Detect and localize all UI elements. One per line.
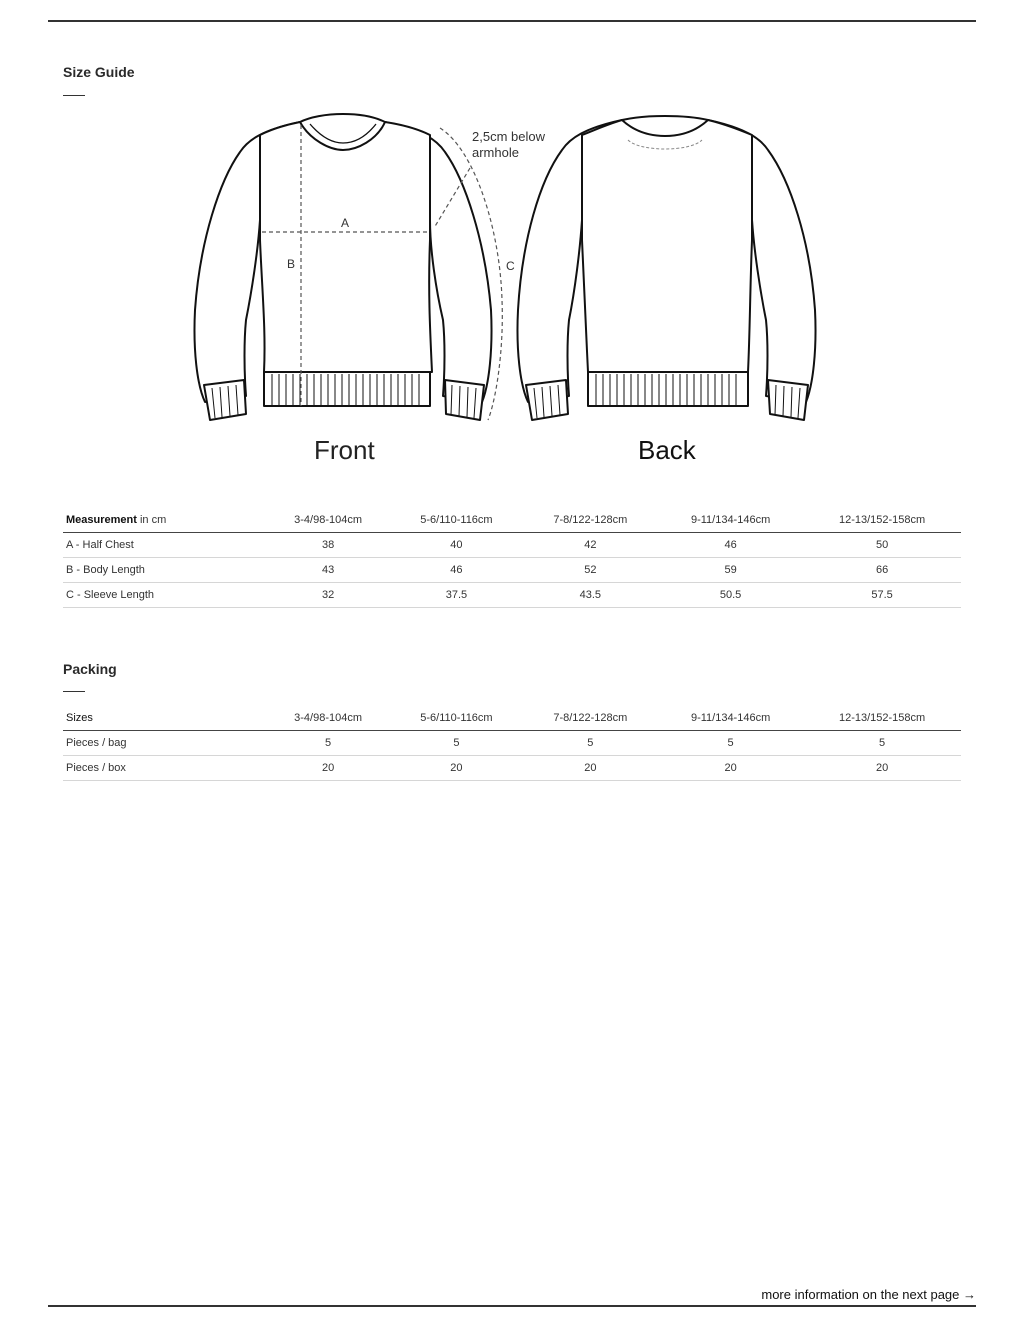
column-header: 3-4/98-104cm [266, 706, 390, 731]
top-rule [48, 20, 976, 22]
cell-value: 5 [266, 731, 390, 756]
measurement-header-row [63, 508, 961, 533]
cell-value: 43 [266, 558, 390, 583]
label-b: B [287, 257, 296, 271]
column-header: 9-11/134-146cm [658, 508, 803, 533]
cell-value: 66 [803, 558, 961, 583]
column-header: 7-8/122-128cm [523, 706, 658, 731]
column-header: 5-6/110-116cm [390, 706, 522, 731]
front-caption: Front [314, 435, 375, 465]
bottom-rule [48, 1305, 976, 1307]
packing-header-row [63, 706, 961, 731]
row-label: Pieces / bag [63, 731, 266, 756]
front-body [260, 122, 432, 372]
cell-value: 20 [390, 756, 522, 781]
row-label: C - Sleeve Length [63, 583, 266, 608]
cell-value: 50 [803, 533, 961, 558]
back-sweater [517, 116, 815, 420]
column-header: 12-13/152-158cm [803, 706, 961, 731]
row-label: B - Body Length [63, 558, 266, 583]
cell-value: 46 [390, 558, 522, 583]
armhole-note-line1: 2,5cm below [472, 129, 545, 144]
label-a: A [341, 216, 350, 230]
packing-underline [63, 691, 85, 692]
cell-value: 46 [658, 533, 803, 558]
size-guide-underline [63, 95, 85, 96]
armhole-note-line2: armhole [472, 145, 519, 160]
cell-value: 20 [803, 756, 961, 781]
table-row [63, 756, 961, 781]
back-caption: Back [638, 435, 696, 465]
packing-table [63, 706, 961, 781]
table-row [63, 558, 961, 583]
packing-title: Packing [63, 661, 117, 677]
row-label: A - Half Chest [63, 533, 266, 558]
back-right-cuff [768, 380, 808, 420]
front-sweater [194, 114, 491, 420]
cell-value: 50.5 [658, 583, 803, 608]
cell-value: 42 [523, 533, 658, 558]
cell-value: 5 [523, 731, 658, 756]
back-body [582, 120, 752, 372]
measurement-header-bold: Measurement [66, 514, 137, 526]
table-row [63, 583, 961, 608]
column-header: 7-8/122-128cm [523, 508, 658, 533]
cell-value: 59 [658, 558, 803, 583]
cell-value: 5 [803, 731, 961, 756]
measurement-header-unit: in cm [136, 514, 167, 526]
measurement-header [63, 508, 266, 533]
column-header: 3-4/98-104cm [266, 508, 390, 533]
cell-value: 43.5 [523, 583, 658, 608]
packing-header: Sizes [63, 706, 266, 731]
cell-value: 40 [390, 533, 522, 558]
back-left-cuff [526, 380, 568, 420]
column-header: 9-11/134-146cm [658, 706, 803, 731]
next-page-link[interactable]: more information on the next page → [761, 1287, 976, 1302]
table-row [63, 533, 961, 558]
cell-value: 20 [523, 756, 658, 781]
cell-value: 5 [390, 731, 522, 756]
size-guide-title: Size Guide [63, 64, 135, 80]
sweater-diagram [180, 100, 840, 480]
cell-value: 5 [658, 731, 803, 756]
column-header: 5-6/110-116cm [390, 508, 522, 533]
cell-value: 38 [266, 533, 390, 558]
cell-value: 20 [266, 756, 390, 781]
row-label: Pieces / box [63, 756, 266, 781]
front-left-cuff [204, 380, 246, 420]
cell-value: 37.5 [390, 583, 522, 608]
measurement-table [63, 508, 961, 608]
back-hem-rib [588, 372, 748, 406]
cell-value: 32 [266, 583, 390, 608]
table-row [63, 731, 961, 756]
cell-value: 52 [523, 558, 658, 583]
label-c: C [506, 259, 515, 273]
cell-value: 57.5 [803, 583, 961, 608]
cell-value: 20 [658, 756, 803, 781]
column-header: 12-13/152-158cm [803, 508, 961, 533]
